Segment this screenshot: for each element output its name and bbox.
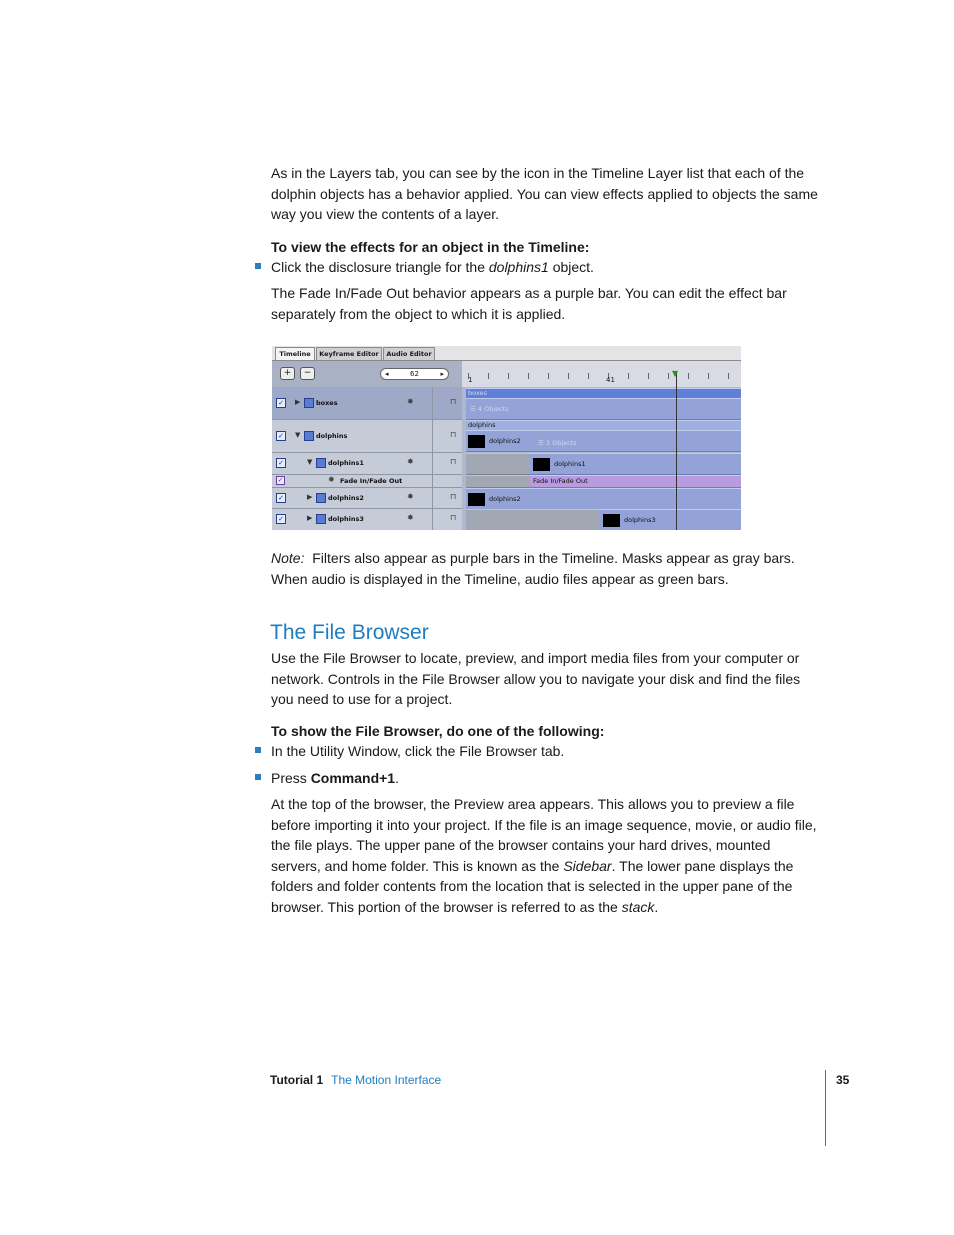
task-heading-show-browser: To show the File Browser, do one of the following: — [271, 723, 605, 739]
layer-row-fade-behavior[interactable] — [272, 475, 462, 488]
bar-label: ☰ 4 Objects — [470, 405, 509, 413]
object-bar-dolphins2[interactable] — [466, 488, 741, 510]
timeline-controls — [272, 361, 462, 387]
gap-bar — [466, 509, 600, 530]
layer-name: dolphins3 — [328, 515, 364, 523]
column-separator — [432, 387, 433, 530]
bar-label: boxes — [468, 389, 487, 397]
bar-label: Fade In/Fade Out — [533, 477, 588, 485]
behavior-gear-icon: ✸ — [407, 457, 414, 466]
behavior-enable-checkbox[interactable]: ✓ — [277, 476, 284, 484]
layer-enable-checkbox[interactable]: ✓ — [276, 431, 286, 441]
behavior-gear-icon: ✸ — [407, 513, 414, 522]
playhead-marker-icon[interactable]: ▼ — [672, 369, 679, 378]
layer-enable-checkbox[interactable]: ✓ — [276, 458, 286, 468]
footer-divider — [825, 1070, 826, 1146]
tab-timeline[interactable]: Timeline — [275, 347, 315, 361]
disclosure-triangle-open-icon[interactable]: ▼ — [295, 431, 301, 439]
disclosure-triangle-icon[interactable]: ▶ — [307, 493, 313, 501]
lock-icon[interactable]: ⊓ — [450, 513, 457, 522]
timeline-tab-bar — [272, 346, 741, 361]
layer-row-dolphins2[interactable] — [272, 488, 462, 509]
object-icon — [316, 514, 326, 524]
current-frame-field[interactable] — [380, 368, 449, 380]
bullet-icon — [255, 774, 261, 780]
behavior-gear-icon: ✸ — [407, 397, 414, 406]
layer-row-dolphins3[interactable] — [272, 509, 462, 530]
task-step-keyboard: Press Command+1. — [271, 770, 399, 786]
behavior-gear-icon: ✸ — [328, 475, 335, 484]
task-step-utility-window: In the Utility Window, click the File Browser tab. — [271, 743, 565, 759]
object-bar-dolphins3[interactable] — [600, 509, 741, 530]
bar-label: dolphins1 — [554, 460, 586, 468]
remove-layer-button[interactable]: − — [300, 367, 315, 380]
note-paragraph: Note: Filters also appear as purple bars in the Timeline. Masks appear as gray bars. When audio is displayed in the Timeline, audio files appear as green bars. — [271, 550, 799, 587]
section-paragraph: Use the File Browser to locate, preview, and import media files from your computer or network. Controls in the File Browser allow you to navigate your disk and find the files you need to use for a project. — [271, 650, 801, 707]
layer-name: dolphins2 — [328, 494, 364, 502]
disclosure-triangle-open-icon[interactable]: ▼ — [307, 458, 313, 466]
object-icon — [316, 493, 326, 503]
task-step-disclosure: Click the disclosure triangle for the dolphins1 object. — [271, 259, 594, 275]
frame-value: 62 — [410, 370, 419, 378]
browser-description-paragraph: At the top of the browser, the Preview area appears. This allows you to preview a file before importing it into your project. If the file is an image sequence, movie, or audio file, the file plays. The upper pane of the browser contains your hard drives, mounted servers, and home folder. This is known as the Sidebar. The lower pane displays the folders and folder contents from the location that is selected in the upper pane of the browser. This portion of the browser is referred to as the stack. — [271, 796, 817, 915]
layer-enable-checkbox[interactable]: ✓ — [276, 514, 286, 524]
page-number: 35 — [836, 1073, 850, 1087]
layer-bar-boxes[interactable] — [466, 398, 741, 420]
bar-label: dolphins3 — [624, 516, 656, 524]
footer-chapter: Tutorial 1 The Motion Interface — [270, 1073, 442, 1087]
timeline-track-area[interactable] — [462, 387, 741, 530]
bar-label: ☰ 3 Objects — [538, 439, 577, 447]
layer-enable-checkbox[interactable]: ✓ — [276, 398, 286, 408]
tab-keyframe-editor[interactable]: Keyframe Editor — [316, 347, 382, 361]
frame-right-arrow-icon[interactable]: ▸ — [440, 370, 444, 378]
disclosure-triangle-icon[interactable]: ▶ — [307, 514, 313, 522]
playhead[interactable] — [676, 371, 677, 530]
ruler-label-start: 1 — [468, 376, 473, 384]
layer-name: boxes — [316, 399, 338, 407]
timeline-ruler[interactable] — [462, 361, 741, 387]
bar-label: dolphins2 — [489, 495, 521, 503]
gap-bar — [466, 475, 530, 488]
behavior-bar-fade[interactable] — [530, 475, 741, 488]
lock-icon[interactable]: ⊓ — [450, 492, 457, 501]
layer-enable-checkbox[interactable]: ✓ — [276, 493, 286, 503]
bullet-icon — [255, 747, 261, 753]
thumbnail — [533, 458, 550, 471]
bar-label: dolphins2 — [489, 437, 521, 445]
disclosure-triangle-icon[interactable]: ▶ — [295, 398, 301, 406]
object-bar-dolphins1[interactable] — [530, 453, 741, 475]
lock-icon[interactable]: ⊓ — [450, 430, 457, 439]
behavior-name: Fade In/Fade Out — [340, 477, 403, 485]
add-layer-button[interactable]: + — [280, 367, 295, 380]
section-title: The File Browser — [270, 621, 429, 644]
ruler-label-41: 41 — [606, 376, 615, 384]
thumbnail — [468, 435, 485, 448]
thumbnail — [603, 514, 620, 527]
layer-name: dolphins1 — [328, 459, 364, 467]
layer-bar-dolphins[interactable] — [466, 430, 741, 452]
gap-bar — [466, 453, 530, 475]
bar-label: dolphins — [468, 421, 496, 429]
frame-left-arrow-icon[interactable]: ◂ — [385, 370, 389, 378]
bullet-icon — [255, 263, 261, 269]
layer-stack-icon — [304, 398, 314, 408]
thumbnail — [468, 493, 485, 506]
lock-icon[interactable]: ⊓ — [450, 397, 457, 406]
layer-row-dolphins1[interactable] — [272, 453, 462, 475]
layer-row-boxes[interactable] — [272, 387, 462, 420]
layer-stack-icon — [304, 431, 314, 441]
timeline-screenshot — [272, 346, 741, 530]
tab-audio-editor[interactable]: Audio Editor — [383, 347, 435, 361]
lock-icon[interactable]: ⊓ — [450, 457, 457, 466]
layer-name: dolphins — [316, 432, 348, 440]
layer-row-dolphins[interactable] — [272, 420, 462, 453]
task-heading-view-effects: To view the effects for an object in the Timeline: — [271, 239, 590, 255]
behavior-gear-icon: ✸ — [407, 492, 414, 501]
intro-paragraph: As in the Layers tab, you can see by the icon in the Timeline Layer list that each of the dolphin objects has a behavior applied. You can view effects applied to objects the same way you view the contents of a layer. — [271, 165, 818, 222]
object-icon — [316, 458, 326, 468]
task-result-paragraph: The Fade In/Fade Out behavior appears as a purple bar. You can edit the effect bar separately from the object to which it is applied. — [271, 285, 787, 322]
